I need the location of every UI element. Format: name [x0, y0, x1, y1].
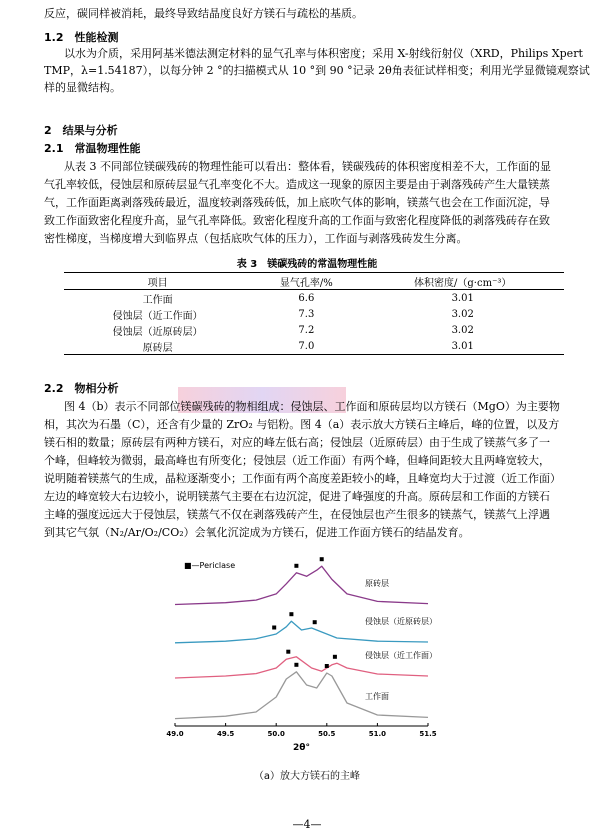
table-cell: 7.2	[298, 324, 315, 336]
body-text-line: 主峰的强度远远大于侵蚀层，镁蒸气不仅在剥落残砖产生，在侵蚀层也产生很多的镁蒸气，镁蒸气上浮遇	[44, 508, 550, 521]
periclase-marker	[333, 655, 337, 659]
table-row	[64, 306, 564, 322]
page-number: —4—	[292, 818, 322, 831]
table-cell: 3.01	[451, 340, 474, 352]
body-text-line: 以水为介质，采用阿基米德法测定材料的显气孔率与体积密度；采用 X-射线衍射仪（XRD，Philips Xpert	[64, 47, 583, 60]
body-text-line: 镁石相的数量；原砖层有两种方镁石，对应的峰左低右高；侵蚀层（近原砖层）由于生成了镁蒸气多了一	[44, 436, 550, 449]
section-heading-2-1: 2.1 常温物理性能	[44, 142, 141, 155]
chart-legend: ■—Periclase	[184, 561, 236, 570]
body-text-line: 密性梯度，当梯度增大到临界点（包括底吹气体的压力），工作面与剥落残砖发生分离。	[44, 232, 468, 245]
x-tick-label: 50.5	[318, 730, 336, 738]
table-row	[64, 338, 564, 355]
table-cell: 7.0	[298, 340, 315, 352]
table-cell: 工作面	[142, 294, 173, 306]
table-caption: 表 3 镁碳残砖的常温物理性能	[236, 259, 378, 270]
periclase-marker	[313, 620, 317, 624]
periclase-marker	[272, 626, 276, 630]
x-tick-label: 49.5	[216, 730, 235, 738]
periclase-marker	[325, 664, 329, 668]
section-heading-2-2: 2.2 物相分析	[44, 382, 119, 395]
table-cell: 7.3	[298, 308, 315, 320]
periclase-marker	[294, 663, 298, 667]
table-row	[64, 322, 564, 338]
body-text-line: 相，其次为石墨（C），还含有少量的 ZrO₂ 与铝粉。图 4（a）表示放大方镁石主峰后，峰的位置，以及方	[44, 418, 560, 431]
table-header-cell: 项目	[147, 277, 168, 289]
body-text-line: TMP，λ=1.54187），以每分钟 2 °的扫描模式从 10 °到 90 °记录 2θ角表征试样相变；利用光学显微镜观察试	[44, 64, 590, 77]
series-line	[175, 672, 428, 719]
physical-properties-table	[64, 272, 564, 355]
table-header-cell: 体积密度/（g·cm⁻³）	[414, 277, 512, 289]
figure-caption: （a）放大方镁石的主峰	[253, 771, 361, 782]
table-cell: 3.02	[451, 324, 474, 336]
table-header-cell: 显气孔率/%	[279, 277, 333, 289]
table-cell: 6.6	[298, 292, 315, 304]
table-cell: 侵蚀层（近原砖层）	[112, 326, 203, 338]
body-text-line: 到其它气氛（N₂/Ar/O₂/CO₂）会氧化沉淀成为方镁石，促进工作面方镁石的结晶发育。	[44, 526, 470, 539]
section-heading-2: 2 结果与分析	[44, 124, 118, 137]
section-heading-1-2: 1.2 性能检测	[44, 31, 119, 44]
body-text-line: 气孔率较低，侵蚀层和原砖层显气孔率变化不大。造成这一现象的原因主要是由于剥落残砖产生大量镁蒸	[44, 178, 550, 191]
table-cell: 侵蚀层（近工作面）	[112, 310, 203, 322]
x-tick-label: 51.5	[419, 730, 437, 738]
periclase-marker	[286, 650, 290, 654]
body-text-line: 从表 3 不同部位镁碳残砖的物理性能可以看出：整体看，镁碳残砖的体积密度相差不大，工作面的显	[64, 160, 551, 173]
periclase-marker	[294, 564, 298, 568]
body-text-line: 致工作面致密化程度升高，显气孔率降低。致密化程度升高的工作面与致密化程度降低的剥落残砖存在致	[44, 214, 550, 227]
body-text-line: 左边的峰宽较大右边较小，说明镁蒸气主要在右边沉淀，促进了峰强度的升高。原砖层和工作面的方镁石	[44, 490, 550, 503]
table-cell: 原砖层	[142, 342, 173, 354]
table-row	[64, 290, 564, 307]
body-text-line: 说明随着镁蒸气的生成，晶粒逐渐变小；工作面有两个高度差距较小的峰，且峰宽均大于过渡（近工作面）	[44, 472, 561, 485]
body-text-line: 个峰，但峰较为微弱，最高峰也有所变化；侵蚀层（近工作面）有两个峰，但峰间距较大且两峰宽较大，	[44, 454, 550, 467]
body-text-line: 气，工作面距离剥落残砖最近，温度较剥落残砖低，加上底吹气体的影响，镁蒸气也会在工作面沉淀，导	[44, 196, 550, 209]
table-cell: 3.02	[451, 308, 474, 320]
xrd-chart	[150, 546, 450, 761]
table-cell: 3.01	[451, 292, 474, 304]
periclase-marker	[320, 557, 324, 561]
body-text-line: 图 4（b）表示不同部位镁碳残砖的物相组成：侵蚀层、工作面和原砖层均以方镁石（MgO）为主要物	[64, 400, 560, 413]
x-tick-label: 50.0	[267, 730, 285, 738]
table-header-row	[64, 273, 564, 290]
body-text-line: 反应，碳同样被消耗，最终导致结晶度良好方镁石与疏松的基质。	[44, 7, 363, 20]
x-axis-label: 2θ°	[293, 743, 310, 753]
series-line	[175, 566, 428, 604]
series-label: 侵蚀层（近工作面）	[365, 651, 437, 660]
series-label: 工作面	[365, 692, 389, 701]
series-label: 原砖层	[365, 579, 389, 588]
body-text-line: 样的显微结构。	[44, 81, 121, 94]
series-label: 侵蚀层（近原砖层）	[365, 617, 437, 626]
x-tick-label: 51.0	[368, 730, 387, 738]
x-tick-label: 49.0	[166, 730, 184, 738]
periclase-marker	[289, 612, 293, 616]
